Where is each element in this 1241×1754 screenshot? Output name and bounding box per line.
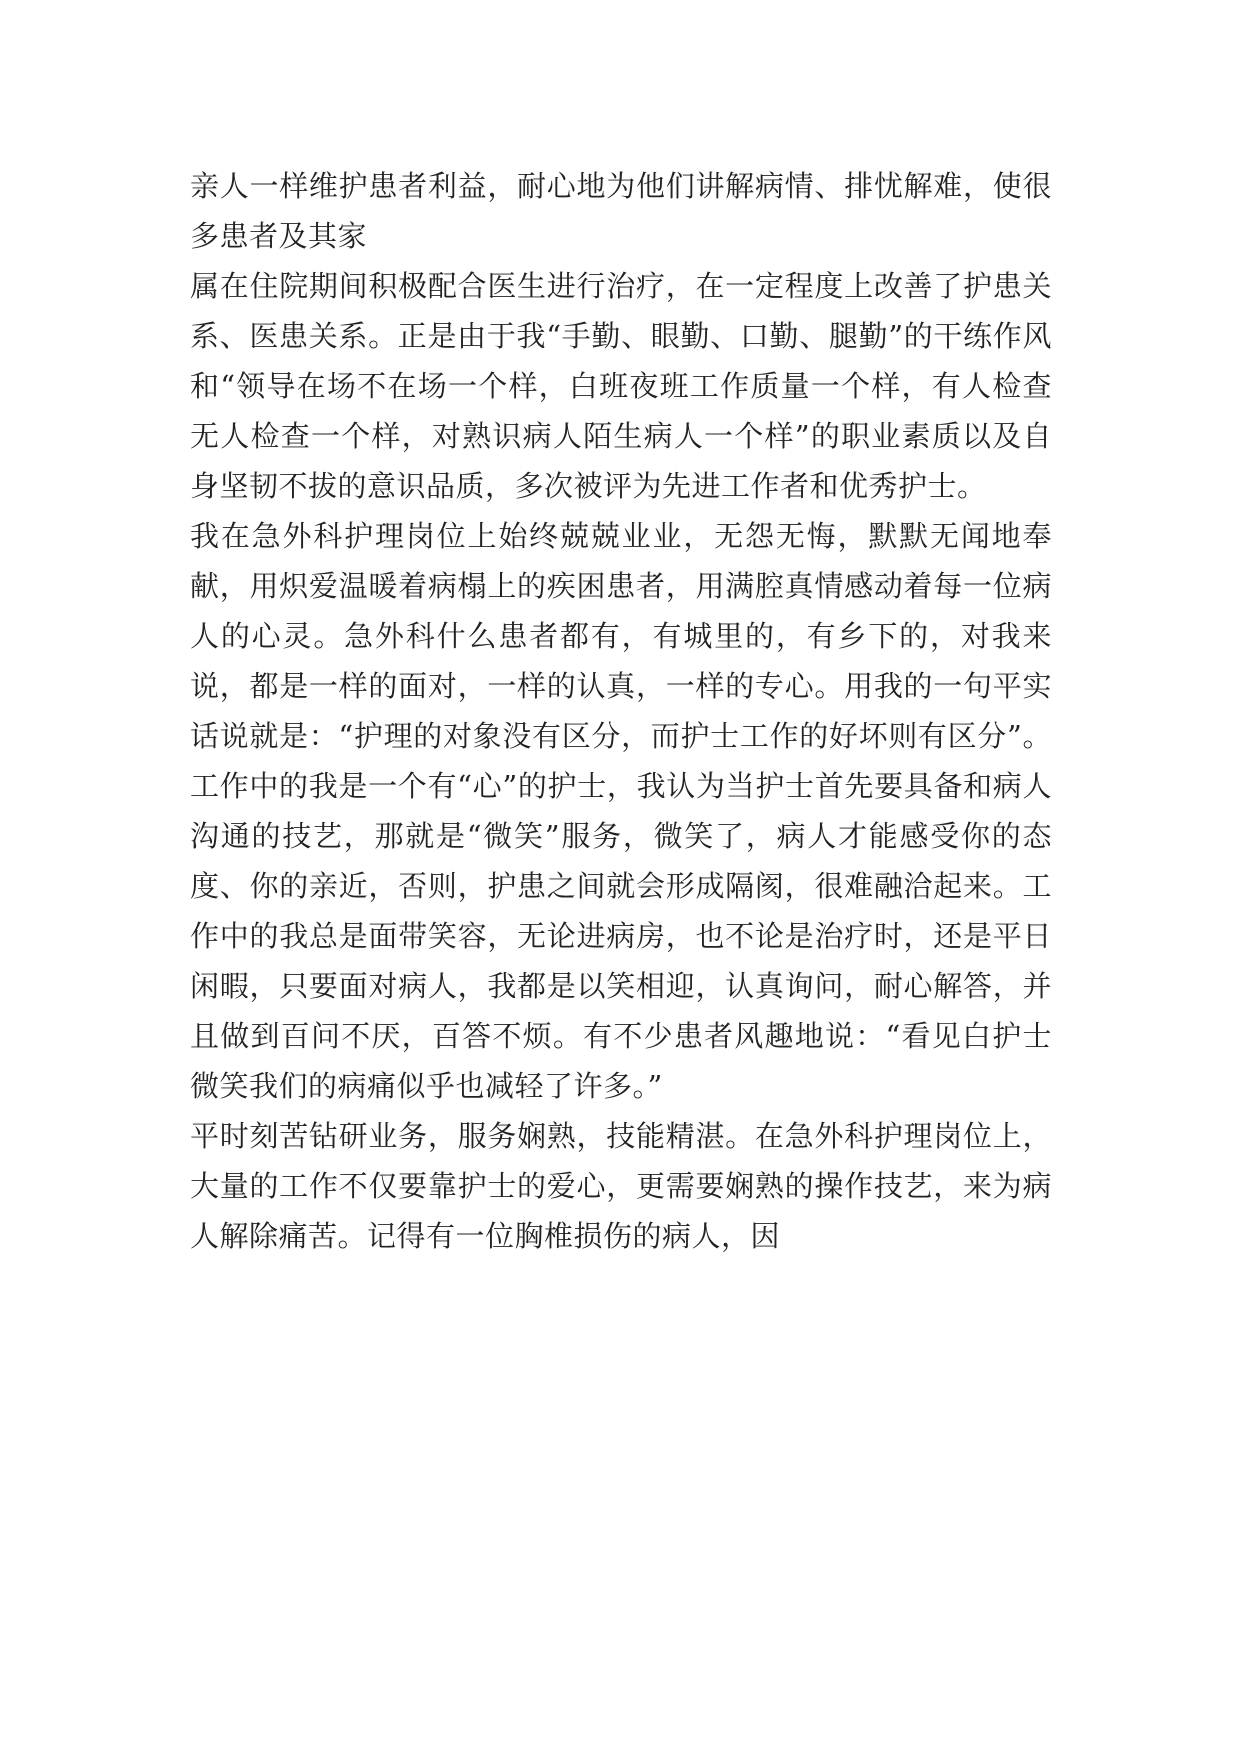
paragraph-4: 平时刻苦钻研业务，服务娴熟，技能精湛。在急外科护理岗位上，大量的工作不仅要靠护士的爱心，更需要娴熟的操作技艺，来为病人解除痛苦。记得有一位胸椎损伤的病人，因 xyxy=(190,1119,1052,1253)
paragraph-2: 属在住院期间积极配合医生进行治疗，在一定程度上改善了护患关系、医患关系。正是由于我“手勤、眼勤、口勤、腿勤”的干练作风和“领导在场不在场一个样，白班夜班工作质量一个样，有人检查无人检查一个样，对熟识病人陌生病人一个样”的职业素质以及自身坚韧不拔的意识品质，多次被评为先进工作者和优秀护士。 xyxy=(190,269,1052,503)
document-body xyxy=(190,161,1052,1261)
paragraph-3: 我在急外科护理岗位上始终兢兢业业，无怨无悔，默默无闻地奉献，用炽爱温暖着病榻上的疾困患者，用满腔真情感动着每一位病人的心灵。急外科什么患者都有，有城里的，有乡下的，对我来说，都是一样的面对，一样的认真，一样的专心。用我的一句平实话说就是：“护理的对象没有区分，而护士工作的好坏则有区分”。工作中的我是一个有“心”的护士，我认为当护士首先要具备和病人沟通的技艺，那就是“微笑”服务，微笑了，病人才能感受你的态度、你的亲近，否则，护患之间就会形成隔阂，很难融洽起来。工作中的我总是面带笑容，无论进病房，也不论是治疗时，还是平日闲暇，只要面对病人，我都是以笑相迎，认真询问，耐心解答，并且做到百问不厌，百答不烦。有不少患者风趣地说：“看见白护士微笑我们的病痛似乎也减轻了许多。” xyxy=(190,519,1052,1103)
paragraph-1: 亲人一样维护患者利益，耐心地为他们讲解病情、排忧解难，使很多患者及其家 xyxy=(190,169,1052,253)
